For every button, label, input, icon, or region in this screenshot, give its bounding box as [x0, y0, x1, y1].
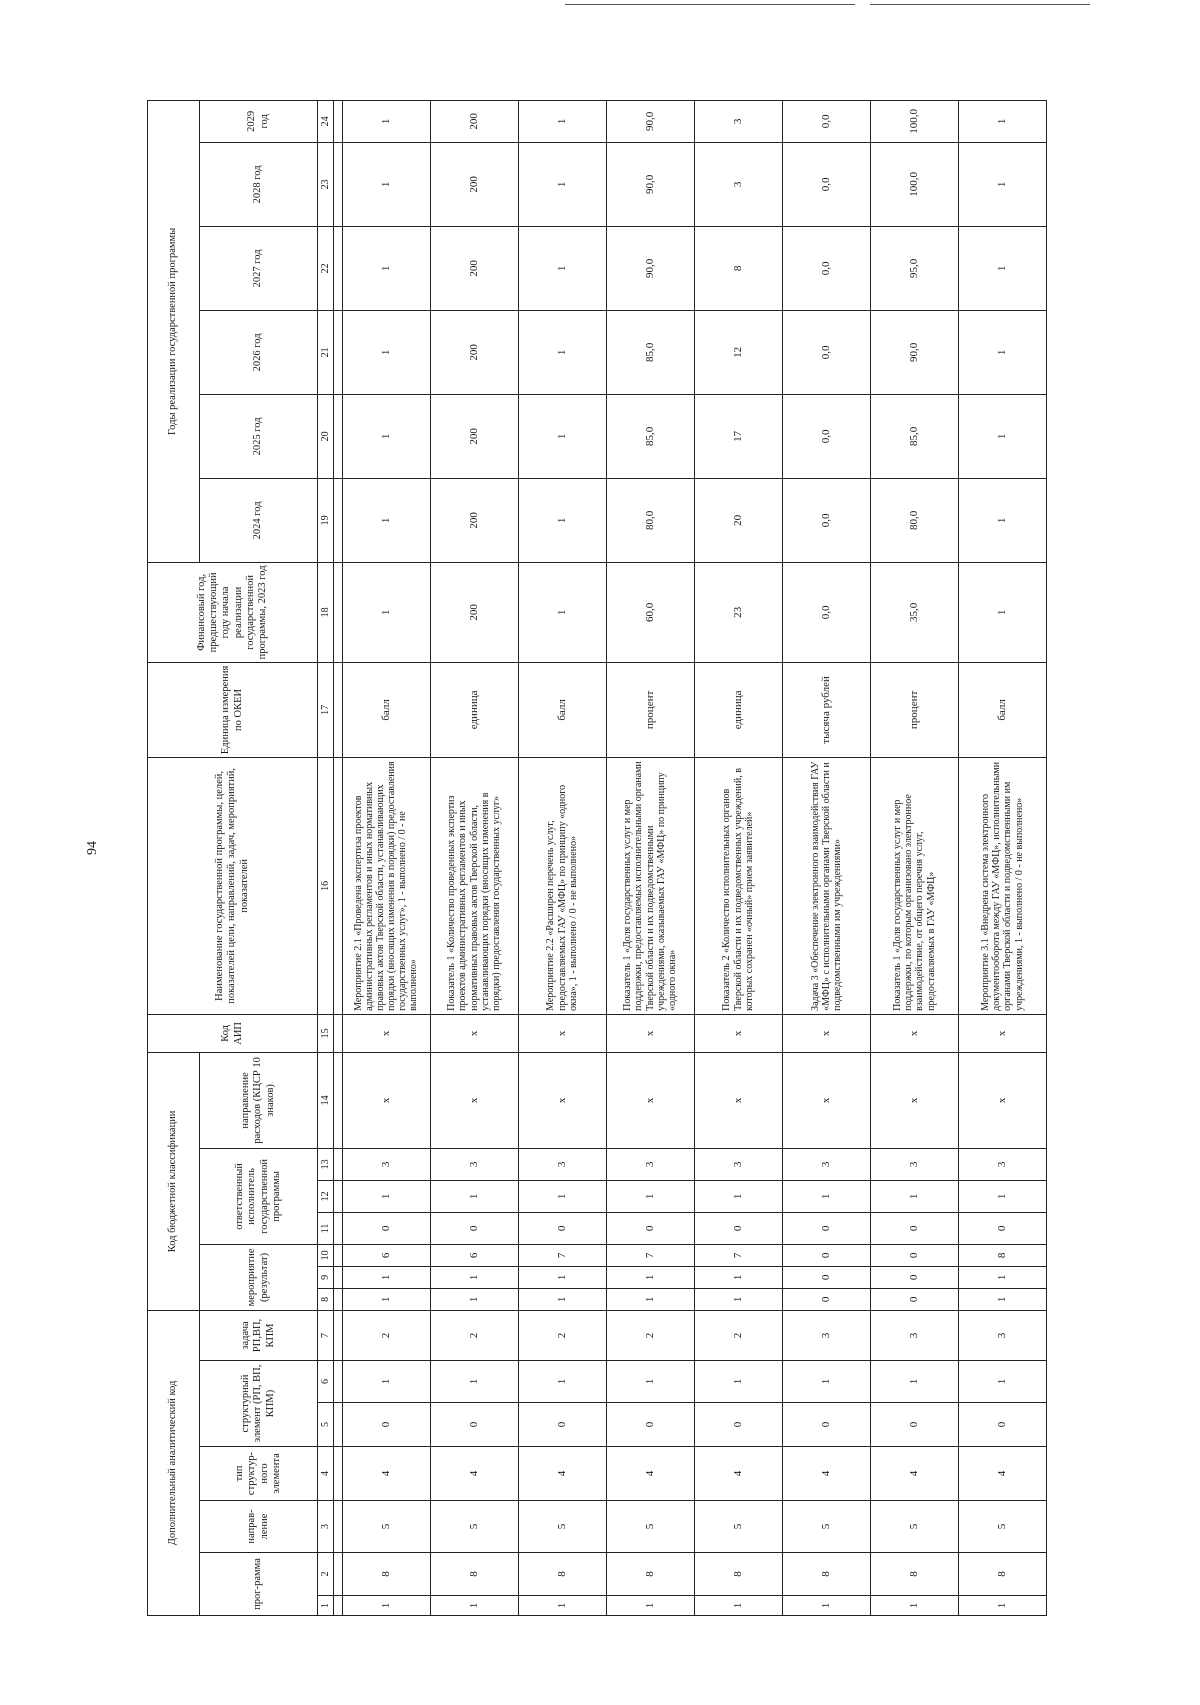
header-y2026: 2026 год	[200, 310, 318, 394]
header-y2024: 2024 год	[200, 478, 318, 562]
row-value-cell: х	[606, 1014, 694, 1052]
row-value-cell: 85,0	[606, 310, 694, 394]
column-number: 19	[318, 478, 334, 562]
header-y2028: 2028 год	[200, 142, 318, 226]
row-value-cell: х	[518, 1052, 606, 1148]
row-value-cell: 200	[430, 100, 518, 142]
row-value-cell: 1	[782, 1180, 870, 1212]
header-y2025: 2025 год	[200, 394, 318, 478]
row-value-cell: 0	[958, 1212, 1046, 1244]
spacer-cell	[334, 1501, 342, 1553]
column-number: 10	[318, 1244, 334, 1266]
row-value-cell: х	[342, 1052, 430, 1148]
row-value-cell: 200	[430, 478, 518, 562]
scan-edge-line-1	[565, 4, 855, 5]
column-number: 23	[318, 142, 334, 226]
row-value-cell: 1	[430, 1180, 518, 1212]
row-value-cell: 1	[342, 478, 430, 562]
row-value-cell: 0	[694, 1212, 782, 1244]
column-number-row	[318, 100, 334, 1615]
row-value-cell: 8	[694, 1553, 782, 1596]
row-value-cell: 80,0	[870, 478, 958, 562]
row-unit-cell: единица	[430, 662, 518, 757]
row-value-cell: 35,0	[870, 562, 958, 662]
row-value-cell: 3	[782, 1310, 870, 1360]
row-value-cell: 0,0	[782, 562, 870, 662]
row-name-cell: Мероприятие 3.1 «Внедрена система электронного документооборота между ГАУ «МФЦ», исполнительными органами Тверской области и подведомственными им учреждениями, 1 - выполнено / 0 - не выполнено»	[958, 757, 1046, 1014]
row-value-cell: 1	[782, 1596, 870, 1616]
row-value-cell: 1	[958, 1180, 1046, 1212]
row-value-cell: 2	[430, 1310, 518, 1360]
row-value-cell: 1	[342, 394, 430, 478]
row-value-cell: х	[606, 1052, 694, 1148]
row-value-cell: 0	[782, 1244, 870, 1266]
row-value-cell: 1	[518, 1266, 606, 1288]
spacer-cell	[334, 757, 342, 1014]
row-value-cell: 5	[958, 1501, 1046, 1553]
row-value-cell: 4	[694, 1447, 782, 1501]
spacer-cell	[334, 1361, 342, 1403]
table-row	[342, 100, 430, 1615]
row-value-cell: 8	[958, 1244, 1046, 1266]
spacer-cell	[334, 1148, 342, 1180]
header-name: Наименование государственной программы, целей, показателей цели, направлений, задач, мероприятий, показателей	[148, 757, 318, 1014]
row-value-cell: 0	[870, 1403, 958, 1447]
scan-edge-line-2	[870, 4, 1090, 5]
row-value-cell: 200	[430, 142, 518, 226]
table-row	[694, 100, 782, 1615]
row-value-cell: х	[430, 1052, 518, 1148]
row-unit-cell: тысяча рублей	[782, 662, 870, 757]
row-value-cell: 1	[958, 1266, 1046, 1288]
row-value-cell: 80,0	[606, 478, 694, 562]
row-unit-cell: балл	[518, 662, 606, 757]
row-unit-cell: единица	[694, 662, 782, 757]
row-value-cell: 1	[782, 1361, 870, 1403]
row-value-cell: х	[782, 1014, 870, 1052]
row-value-cell: 1	[958, 478, 1046, 562]
row-value-cell: х	[342, 1014, 430, 1052]
row-value-cell: 4	[958, 1447, 1046, 1501]
column-number: 14	[318, 1052, 334, 1148]
spacer-cell	[334, 1553, 342, 1596]
row-value-cell: 1	[958, 142, 1046, 226]
spacer-cell	[334, 142, 342, 226]
row-value-cell: 1	[606, 1596, 694, 1616]
row-value-cell: 23	[694, 562, 782, 662]
row-value-cell: 4	[606, 1447, 694, 1501]
row-value-cell: 1	[342, 1361, 430, 1403]
row-value-cell: 3	[694, 100, 782, 142]
row-value-cell: 3	[430, 1148, 518, 1180]
row-value-cell: 3	[958, 1148, 1046, 1180]
header-struct: структурный элемент (РП, ВП, КПМ)	[200, 1361, 318, 1447]
row-value-cell: 1	[430, 1361, 518, 1403]
row-value-cell: 1	[342, 1596, 430, 1616]
column-number: 2	[318, 1553, 334, 1596]
header-row-1	[148, 100, 200, 1615]
table-body	[318, 100, 1047, 1615]
row-name-cell: Показатель 1 «Доля государственных услуг и мер поддержки, предоставляемых исполнительными органами Тверской области и их подведомственными учреждениями, оказываемых ГАУ «МФЦ» по принципу «одного окна»	[606, 757, 694, 1014]
column-number: 18	[318, 562, 334, 662]
row-value-cell: 1	[870, 1180, 958, 1212]
row-value-cell: 0	[606, 1403, 694, 1447]
row-value-cell: 1	[518, 142, 606, 226]
row-value-cell: 8	[782, 1553, 870, 1596]
row-value-cell: 1	[958, 226, 1046, 310]
row-value-cell: 1	[958, 1361, 1046, 1403]
row-value-cell: 1	[342, 562, 430, 662]
row-value-cell: х	[958, 1052, 1046, 1148]
row-value-cell: 0,0	[782, 394, 870, 478]
row-value-cell: 3	[518, 1148, 606, 1180]
row-value-cell: 0	[606, 1212, 694, 1244]
row-value-cell: 1	[518, 1180, 606, 1212]
row-value-cell: 8	[430, 1553, 518, 1596]
row-value-cell: 5	[606, 1501, 694, 1553]
column-number: 11	[318, 1212, 334, 1244]
row-value-cell: 0	[782, 1212, 870, 1244]
row-value-cell: 60,0	[606, 562, 694, 662]
row-value-cell: 8	[342, 1553, 430, 1596]
row-value-cell: 0	[782, 1403, 870, 1447]
column-number: 7	[318, 1310, 334, 1360]
row-value-cell: 0,0	[782, 142, 870, 226]
rotated-table-wrapper	[147, 101, 1047, 1616]
row-value-cell: 200	[430, 310, 518, 394]
program-table	[147, 100, 1047, 1616]
header-programma: прог-рамма	[200, 1553, 318, 1616]
row-value-cell: 3	[342, 1148, 430, 1180]
row-value-cell: 8	[518, 1553, 606, 1596]
row-value-cell: х	[958, 1014, 1046, 1052]
row-value-cell: 1	[958, 1596, 1046, 1616]
row-value-cell: 1	[342, 226, 430, 310]
spacer-cell	[334, 100, 342, 142]
header-years-group: Годы реализации государственной программы	[148, 100, 200, 562]
row-value-cell: 8	[958, 1553, 1046, 1596]
row-value-cell: 1	[430, 1288, 518, 1310]
spacer-cell	[334, 1310, 342, 1360]
spacer-row	[334, 100, 342, 1615]
header-napravlenie: направ-ление	[200, 1501, 318, 1553]
column-number: 16	[318, 757, 334, 1014]
row-value-cell: 200	[430, 394, 518, 478]
row-value-cell: 1	[518, 226, 606, 310]
row-value-cell: 1	[606, 1288, 694, 1310]
row-value-cell: 0,0	[782, 478, 870, 562]
spacer-cell	[334, 662, 342, 757]
column-number: 15	[318, 1014, 334, 1052]
column-number: 20	[318, 394, 334, 478]
column-number: 21	[318, 310, 334, 394]
row-value-cell: 4	[342, 1447, 430, 1501]
row-value-cell: 1	[606, 1266, 694, 1288]
row-value-cell: 1	[518, 478, 606, 562]
row-value-cell: х	[870, 1014, 958, 1052]
row-value-cell: 6	[430, 1244, 518, 1266]
table-row	[958, 100, 1046, 1615]
row-value-cell: 1	[606, 1180, 694, 1212]
spacer-cell	[334, 1447, 342, 1501]
row-value-cell: 100,0	[870, 100, 958, 142]
row-value-cell: 4	[518, 1447, 606, 1501]
row-value-cell: 1	[958, 394, 1046, 478]
column-number: 5	[318, 1403, 334, 1447]
row-value-cell: 0	[694, 1403, 782, 1447]
row-value-cell: 0	[342, 1212, 430, 1244]
row-name-cell: Показатель 2 «Количество исполнительных органов Тверской области и их подведомственных учреждений, в которых сохранен «очный» прием заявителей»	[694, 757, 782, 1014]
column-number: 24	[318, 100, 334, 142]
header-meropr: мероприятие (результат)	[200, 1244, 318, 1310]
row-value-cell: 1	[342, 310, 430, 394]
row-value-cell: 5	[694, 1501, 782, 1553]
spacer-cell	[334, 1403, 342, 1447]
column-number: 13	[318, 1148, 334, 1180]
row-value-cell: 95,0	[870, 226, 958, 310]
row-value-cell: 3	[694, 142, 782, 226]
row-value-cell: х	[782, 1052, 870, 1148]
row-value-cell: 1	[342, 142, 430, 226]
row-value-cell: 5	[430, 1501, 518, 1553]
row-value-cell: 0	[870, 1266, 958, 1288]
row-name-cell: Задача 3 «Обеспечение электронного взаимодействия ГАУ «МФЦ» с исполнительными органами Тверской области и подведомственными им учреждениями»	[782, 757, 870, 1014]
row-value-cell: 4	[782, 1447, 870, 1501]
row-value-cell: 1	[870, 1361, 958, 1403]
row-value-cell: 1	[694, 1288, 782, 1310]
row-value-cell: 90,0	[606, 142, 694, 226]
row-value-cell: 2	[694, 1310, 782, 1360]
row-value-cell: 5	[782, 1501, 870, 1553]
row-value-cell: 90,0	[606, 226, 694, 310]
row-value-cell: х	[870, 1052, 958, 1148]
row-value-cell: 1	[958, 100, 1046, 142]
row-value-cell: 3	[870, 1148, 958, 1180]
header-y2029: 2029 год	[200, 100, 318, 142]
row-value-cell: 200	[430, 562, 518, 662]
row-value-cell: 1	[430, 1266, 518, 1288]
row-value-cell: 4	[870, 1447, 958, 1501]
header-otv: ответственный исполнитель государственной программы	[200, 1148, 318, 1244]
row-value-cell: 1	[694, 1596, 782, 1616]
row-value-cell: 5	[342, 1501, 430, 1553]
row-value-cell: 0	[958, 1403, 1046, 1447]
row-value-cell: 1	[870, 1596, 958, 1616]
row-value-cell: 1	[342, 1180, 430, 1212]
spacer-cell	[334, 1212, 342, 1244]
row-value-cell: 90,0	[870, 310, 958, 394]
row-value-cell: 1	[518, 310, 606, 394]
row-value-cell: 0	[430, 1403, 518, 1447]
row-value-cell: 6	[342, 1244, 430, 1266]
row-value-cell: х	[518, 1014, 606, 1052]
header-zadacha: задача РП,ВП, КПМ	[200, 1310, 318, 1360]
row-value-cell: 12	[694, 310, 782, 394]
row-value-cell: 5	[870, 1501, 958, 1553]
spacer-cell	[334, 1014, 342, 1052]
row-value-cell: 8	[694, 226, 782, 310]
header-tip: тип структур-ного элемента	[200, 1447, 318, 1501]
row-unit-cell: балл	[958, 662, 1046, 757]
row-value-cell: 0	[430, 1212, 518, 1244]
row-value-cell: 1	[958, 310, 1046, 394]
row-value-cell: х	[694, 1052, 782, 1148]
row-value-cell: 0	[870, 1288, 958, 1310]
row-value-cell: 3	[870, 1310, 958, 1360]
table-row	[430, 100, 518, 1615]
column-number: 3	[318, 1501, 334, 1553]
column-number: 4	[318, 1447, 334, 1501]
row-value-cell: 7	[518, 1244, 606, 1266]
table-row	[606, 100, 694, 1615]
row-value-cell: 85,0	[870, 394, 958, 478]
spacer-cell	[334, 1052, 342, 1148]
row-value-cell: 0,0	[782, 226, 870, 310]
row-unit-cell: процент	[606, 662, 694, 757]
table-row	[870, 100, 958, 1615]
spacer-cell	[334, 226, 342, 310]
row-value-cell: 1	[606, 1361, 694, 1403]
row-value-cell: 2	[606, 1310, 694, 1360]
table-row	[518, 100, 606, 1615]
column-number: 17	[318, 662, 334, 757]
row-value-cell: 0,0	[782, 100, 870, 142]
row-value-cell: 0	[870, 1244, 958, 1266]
spacer-cell	[334, 1180, 342, 1212]
row-value-cell: 0,0	[782, 310, 870, 394]
column-number: 8	[318, 1288, 334, 1310]
spacer-cell	[334, 478, 342, 562]
row-value-cell: 85,0	[606, 394, 694, 478]
spacer-cell	[334, 1266, 342, 1288]
row-value-cell: 1	[694, 1180, 782, 1212]
column-number: 22	[318, 226, 334, 310]
row-value-cell: 20	[694, 478, 782, 562]
row-unit-cell: балл	[342, 662, 430, 757]
row-value-cell: х	[694, 1014, 782, 1052]
spacer-cell	[334, 1244, 342, 1266]
row-value-cell: 3	[606, 1148, 694, 1180]
row-value-cell: 3	[782, 1148, 870, 1180]
row-value-cell: 1	[694, 1266, 782, 1288]
row-value-cell: 1	[518, 1361, 606, 1403]
spacer-cell	[334, 1288, 342, 1310]
header-kod-aip: Код АИП	[148, 1014, 318, 1052]
header-unit: Единица измерения по ОКЕИ	[148, 662, 318, 757]
header-budget-code: Код бюджетной классификации	[148, 1052, 200, 1310]
row-value-cell: 7	[606, 1244, 694, 1266]
header-napr-rash: направление расходов (КЦСР 10 знаков)	[200, 1052, 318, 1148]
row-value-cell: 1	[518, 100, 606, 142]
row-value-cell: 0	[342, 1403, 430, 1447]
row-name-cell: Показатель 1 «Количество проведенных экспертиз проектов административных регламентов и иных нормативных правовых актов Тверской области, устанавливающих порядки (вносящих изменения в порядки) предоставления государственных услуг»	[430, 757, 518, 1014]
column-number: 6	[318, 1361, 334, 1403]
spacer-cell	[334, 310, 342, 394]
spacer-cell	[334, 394, 342, 478]
row-value-cell: 8	[870, 1553, 958, 1596]
spacer-cell	[334, 562, 342, 662]
row-value-cell: 0	[518, 1403, 606, 1447]
page-number: 94	[85, 841, 100, 855]
row-value-cell: 1	[342, 1288, 430, 1310]
header-fin-year: Финансовый год, предшествующий году начала реализации государственной программы, 2023 год	[148, 562, 318, 662]
header-dop-code: Дополнительный аналитический код	[148, 1310, 200, 1615]
row-value-cell: 0	[782, 1266, 870, 1288]
row-value-cell: 0	[782, 1288, 870, 1310]
row-name-cell: Мероприятие 2.2 «Расширен перечень услуг, предоставляемых ГАУ «МФЦ» по принципу «одного окна», 1 - выполнено / 0 - не выполнено»	[518, 757, 606, 1014]
row-unit-cell: процент	[870, 662, 958, 757]
row-name-cell: Мероприятие 2.1 «Проведена экспертиза проектов административных регламентов и иных нормативных правовых актов Тверской области, устанавливающих порядки (вносящих изменения в порядки) предоставления государственных услуг», 1 - выполнено / 0 - не выполнено»	[342, 757, 430, 1014]
row-value-cell: 4	[430, 1447, 518, 1501]
column-number: 1	[318, 1596, 334, 1616]
row-value-cell: 2	[518, 1310, 606, 1360]
row-value-cell: 0	[870, 1212, 958, 1244]
column-number: 12	[318, 1180, 334, 1212]
row-value-cell: 100,0	[870, 142, 958, 226]
row-value-cell: 1	[430, 1596, 518, 1616]
row-value-cell: 1	[518, 1288, 606, 1310]
row-value-cell: 8	[606, 1553, 694, 1596]
row-value-cell: 0	[518, 1212, 606, 1244]
table-row	[782, 100, 870, 1615]
row-value-cell: 7	[694, 1244, 782, 1266]
row-value-cell: 200	[430, 226, 518, 310]
row-value-cell: 90,0	[606, 100, 694, 142]
row-value-cell: 1	[518, 562, 606, 662]
spacer-cell	[334, 1596, 342, 1616]
row-value-cell: 3	[694, 1148, 782, 1180]
row-value-cell: 2	[342, 1310, 430, 1360]
row-value-cell: 17	[694, 394, 782, 478]
row-value-cell: 1	[518, 394, 606, 478]
row-value-cell: 1	[518, 1596, 606, 1616]
row-value-cell: 1	[342, 100, 430, 142]
row-value-cell: 1	[342, 1266, 430, 1288]
row-name-cell: Показатель 1 «Доля государственных услуг и мер поддержки, по которым организовано электронное взаимодействие, от общего перечня услуг, предоставляемых в ГАУ «МФЦ»	[870, 757, 958, 1014]
header-y2027: 2027 год	[200, 226, 318, 310]
row-value-cell: 3	[958, 1310, 1046, 1360]
column-number: 9	[318, 1266, 334, 1288]
row-value-cell: х	[430, 1014, 518, 1052]
row-value-cell: 1	[694, 1361, 782, 1403]
row-value-cell: 5	[518, 1501, 606, 1553]
row-value-cell: 1	[958, 1288, 1046, 1310]
row-value-cell: 1	[958, 562, 1046, 662]
